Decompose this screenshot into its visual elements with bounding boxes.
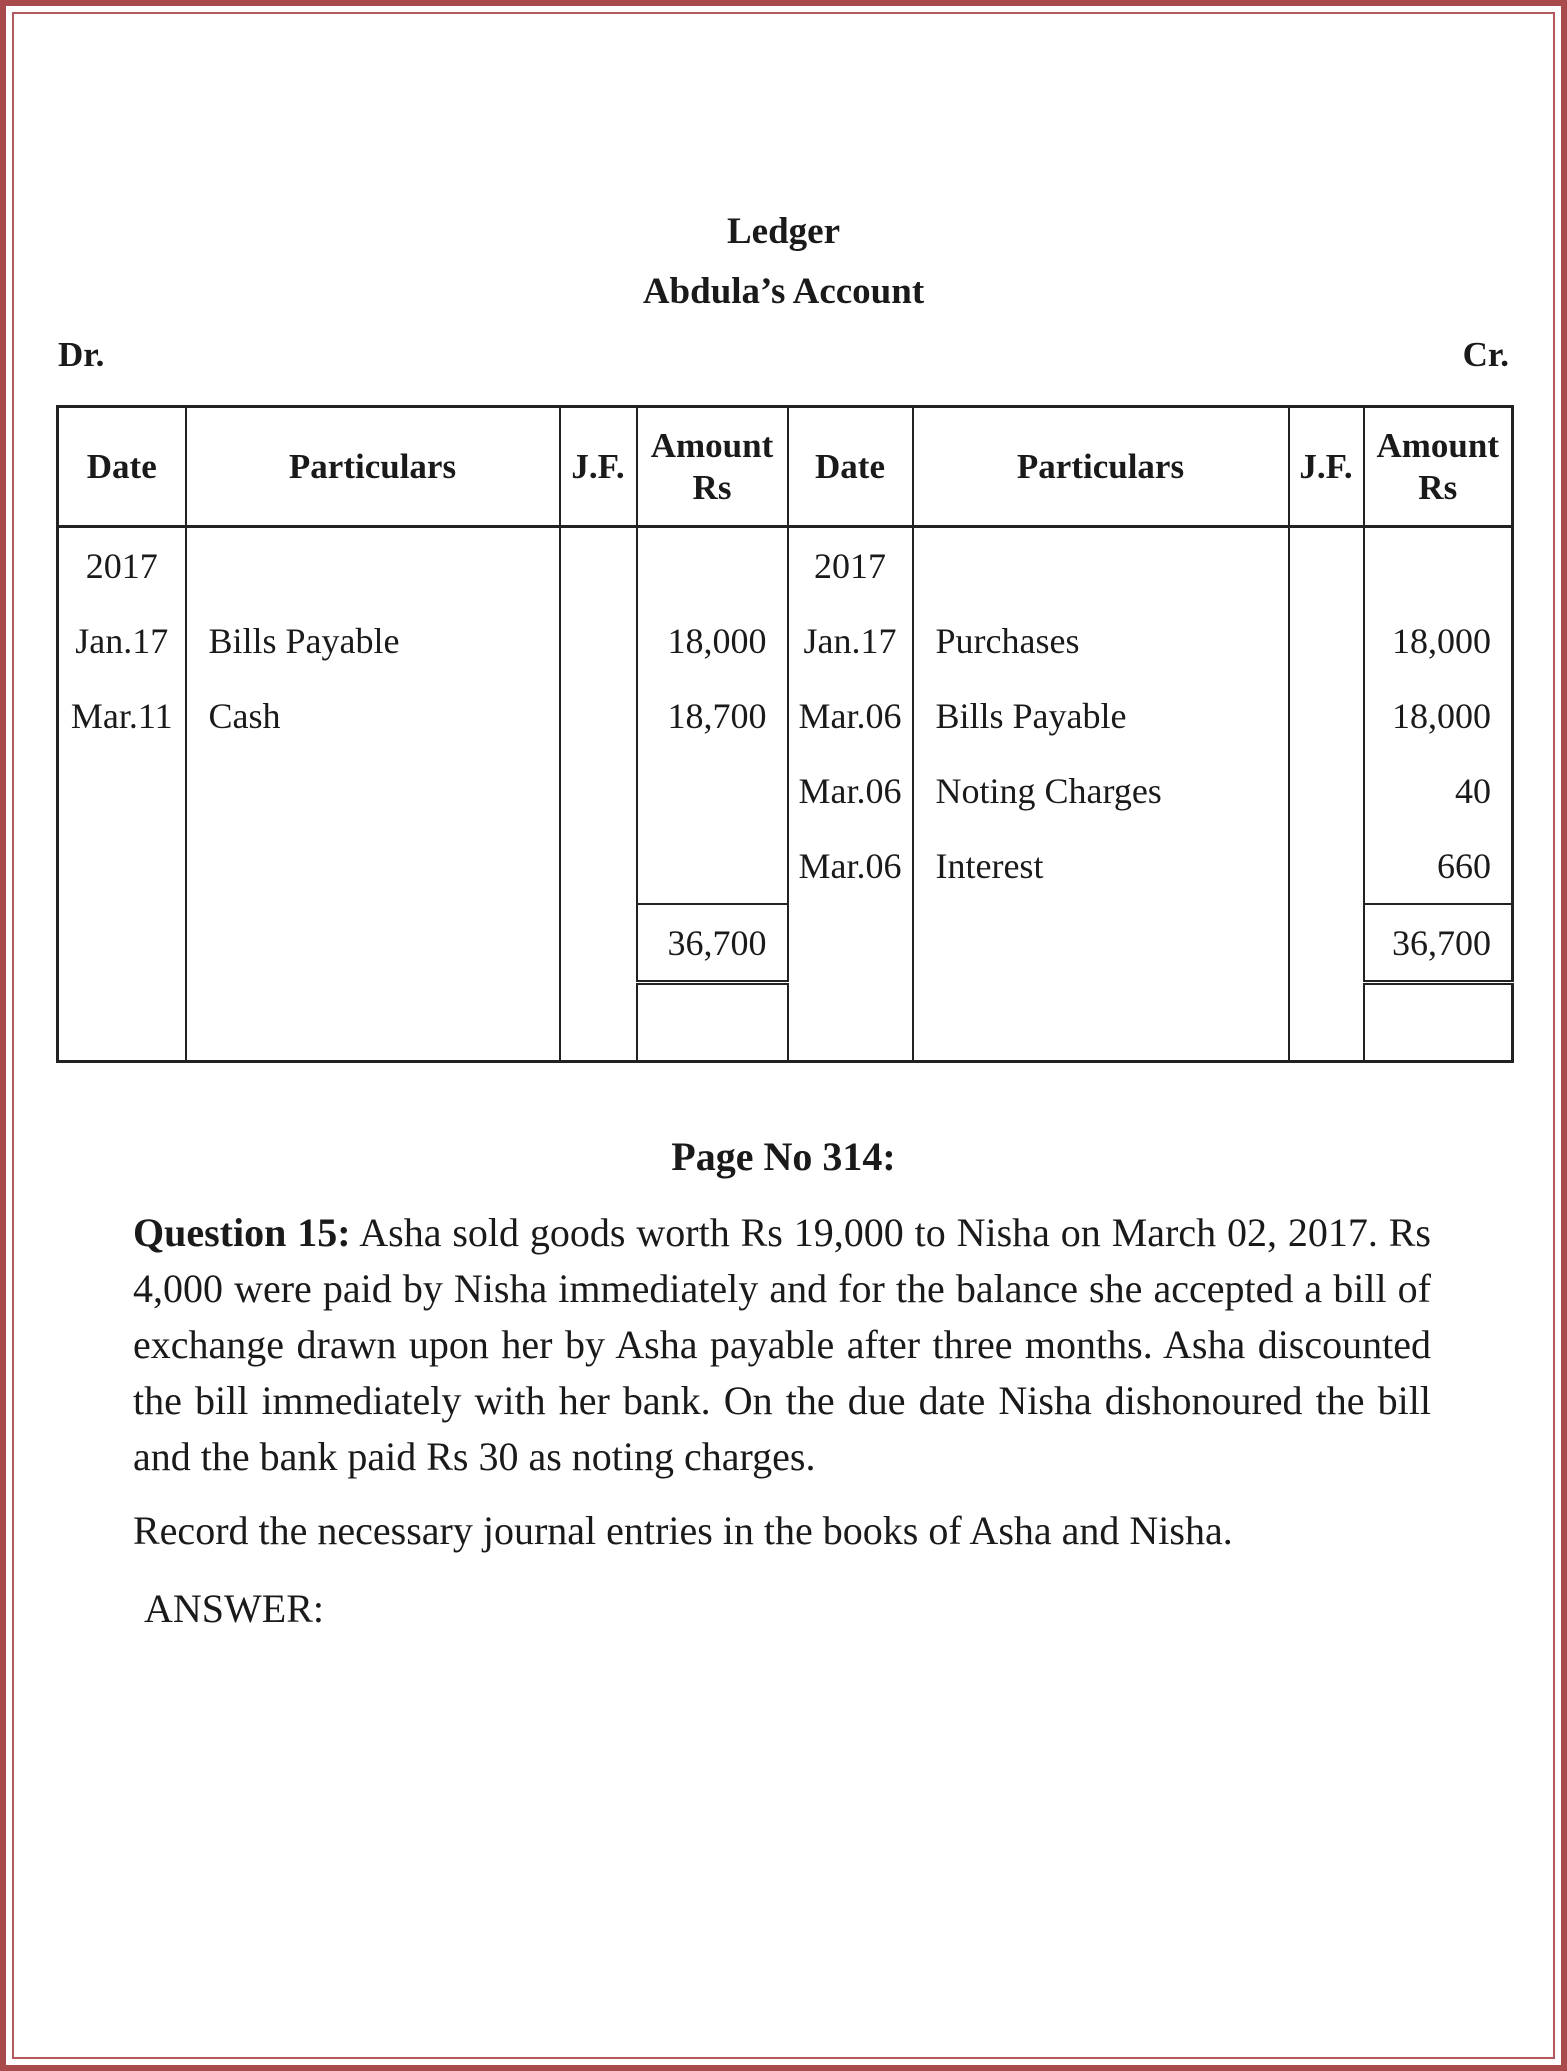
- debit-particulars: Cash: [186, 678, 560, 753]
- header-particulars-dr: Particulars: [186, 407, 560, 527]
- credit-label: Cr.: [1462, 335, 1509, 374]
- table-row: [58, 603, 1513, 678]
- header-amount-unit: Rs: [1418, 467, 1458, 507]
- answer-label: ANSWER:: [144, 1586, 324, 1631]
- question-label: Question 15:: [133, 1210, 351, 1255]
- debit-year: 2017: [58, 527, 186, 604]
- credit-particulars: Interest: [913, 828, 1289, 904]
- debit-total: 36,700: [637, 904, 788, 983]
- totals-row: [58, 904, 1513, 983]
- table-row: [58, 678, 1513, 753]
- credit-date: Jan.17: [788, 603, 913, 678]
- page-number-heading: Page No 314:: [671, 1134, 896, 1179]
- header-date-dr: Date: [58, 407, 186, 527]
- table-row: [58, 983, 1513, 1062]
- ledger-table: [56, 405, 1514, 1063]
- table-row: [58, 753, 1513, 828]
- debit-date: Jan.17: [58, 603, 186, 678]
- header-amount-dr: [637, 407, 788, 527]
- credit-amount: 660: [1364, 828, 1513, 904]
- header-amount-cr: [1364, 407, 1513, 527]
- ledger-title: Ledger: [726, 211, 841, 252]
- credit-amount: 40: [1364, 753, 1513, 828]
- table-row: [58, 527, 1513, 604]
- table-row: [58, 828, 1513, 904]
- credit-particulars: Bills Payable: [913, 678, 1289, 753]
- header-jf-cr: J.F.: [1289, 407, 1364, 527]
- credit-particulars: Noting Charges: [913, 753, 1289, 828]
- header-particulars-cr: Particulars: [913, 407, 1289, 527]
- credit-date: Mar.06: [788, 753, 913, 828]
- debit-particulars: Bills Payable: [186, 603, 560, 678]
- credit-date: Mar.06: [788, 678, 913, 753]
- debit-date: Mar.11: [58, 678, 186, 753]
- header-jf-dr: J.F.: [560, 407, 637, 527]
- credit-amount: 18,000: [1364, 678, 1513, 753]
- header-date-cr: Date: [788, 407, 913, 527]
- header-amount-label: Amount: [650, 425, 774, 465]
- question-text: [133, 1205, 1431, 1485]
- credit-particulars: Purchases: [913, 603, 1289, 678]
- credit-year: 2017: [788, 527, 913, 604]
- debit-label: Dr.: [58, 335, 105, 374]
- debit-amount: 18,700: [637, 678, 788, 753]
- credit-date: Mar.06: [788, 828, 913, 904]
- credit-amount: 18,000: [1364, 603, 1513, 678]
- debit-amount: 18,000: [637, 603, 788, 678]
- credit-total: 36,700: [1364, 904, 1513, 983]
- instruction-text: Record the necessary journal entries in the books of Asha and Nisha.: [133, 1508, 1233, 1553]
- question-body: Asha sold goods worth Rs 19,000 to Nisha on March 02, 2017. Rs 4,000 were paid by Nisha immediately and for the balance she accepted a bill of exchange drawn upon her by Asha payable after three months. Asha discounted the bill immediately with her bank. On the due date Nisha dishonoured the bill and the bank paid Rs 30 as noting charges.: [133, 1210, 1431, 1479]
- header-amount-label: Amount: [1376, 425, 1500, 465]
- header-amount-unit: Rs: [692, 467, 732, 507]
- account-title: Abdula’s Account: [642, 271, 925, 312]
